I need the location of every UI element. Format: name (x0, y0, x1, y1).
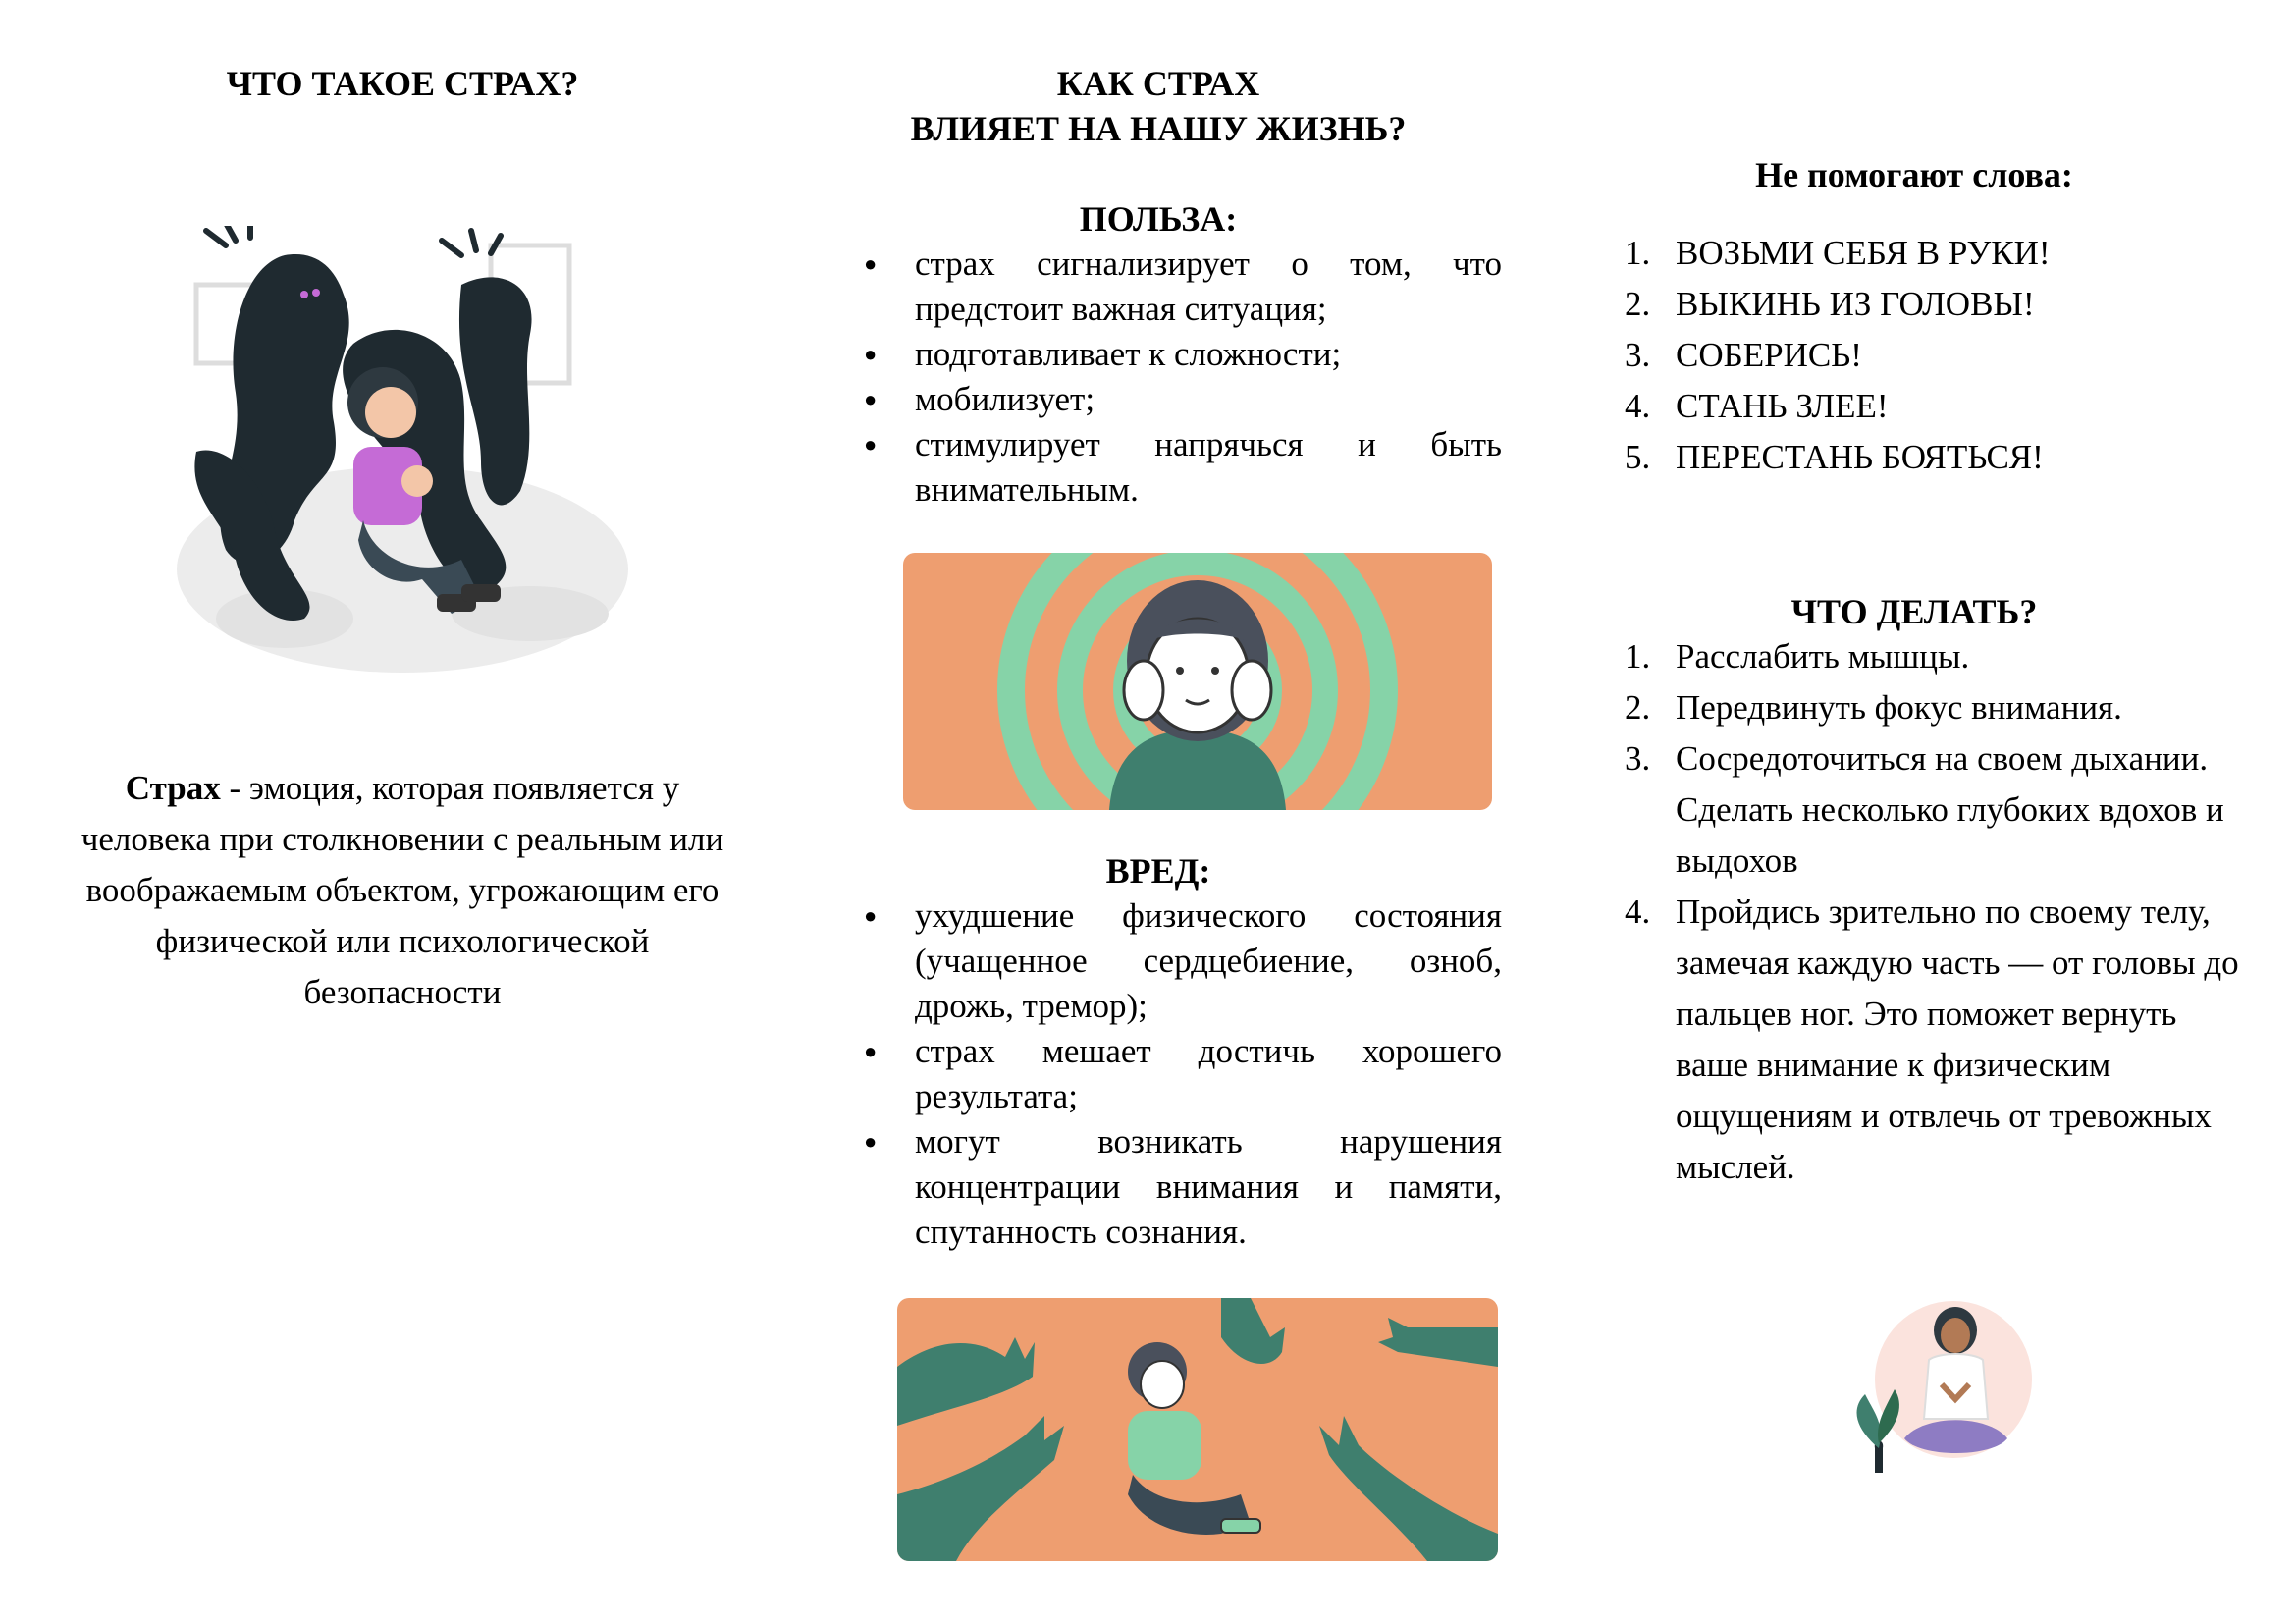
list-item: 5. ПЕРЕСТАНЬ БОЯТЬСЯ! (1625, 438, 2044, 476)
fear-definition (69, 763, 736, 1018)
list-item: ● мобилизует; (864, 377, 1502, 422)
benefit-heading: ПОЛЬЗА: (1079, 199, 1238, 239)
benefit-list (864, 242, 1502, 513)
list-item: ● стимулирует напрячься и быть внимательным. (864, 422, 1502, 513)
middle-title-line1: КАК СТРАХ (1056, 64, 1260, 103)
unhelpful-words-list (1625, 228, 2233, 483)
meditation-illustration (1845, 1301, 2061, 1478)
list-item: 1. Расслабить мышцы. (1625, 637, 1970, 676)
list-item: 2. Передвинуть фокус внимания. (1625, 688, 2122, 727)
list-item: 3. Сосредоточиться на своем дыхании. Сделать несколько глубоких вдохов и выдохов (1625, 739, 2224, 880)
list-item: ● могут возникать нарушения концентрации внимания и памяти, спутанность сознания. (864, 1119, 1502, 1255)
list-item: 4. Пройдись зрительно по своему телу, замечая каждую часть — от головы до пальцев ног. Это поможет вернуть ваше внимание к физическим ощущениям и отвлечь от тревожных мыслей. (1625, 893, 2239, 1186)
girl-rings-illustration (903, 553, 1492, 810)
definition-text: - эмоция, которая появляется у человека при столкновении с реальным или воображаемым объектом, угрожающим его физической или психологической безопасности (80, 769, 724, 1011)
list-item: ● ухудшение физического состояния (учащенное сердцебиение, озноб, дрожь, тремор); (864, 893, 1502, 1029)
harm-list (864, 893, 1502, 1255)
middle-title (864, 61, 1453, 151)
todo-heading: ЧТО ДЕЛАТЬ? (1790, 592, 2038, 631)
list-item: 2. ВЫКИНЬ ИЗ ГОЛОВЫ! (1625, 285, 2035, 323)
girl-hands-illustration (897, 1298, 1498, 1561)
middle-title-line2: ВЛИЯЕТ НА НАШУ ЖИЗНЬ? (910, 109, 1407, 148)
definition-term: Страх (125, 769, 221, 807)
todo-list (1625, 631, 2253, 1193)
harm-heading: ВРЕД: (1105, 851, 1211, 891)
left-title: ЧТО ТАКОЕ СТРАХ? (226, 64, 579, 103)
list-item: ● страх сигнализирует о том, что предстоит важная ситуация; (864, 242, 1502, 332)
list-item: ● страх мешает достичь хорошего результата; (864, 1029, 1502, 1119)
list-item: 1. ВОЗЬМИ СЕБЯ В РУКИ! (1625, 234, 2051, 272)
list-item: 4. СТАНЬ ЗЛЕЕ! (1625, 387, 1889, 425)
list-item: 3. СОБЕРИСЬ! (1625, 336, 1862, 374)
words-heading: Не помогают слова: (1755, 155, 2073, 194)
fear-shadows-illustration (167, 226, 638, 687)
list-item: ● подготавливает к сложности; (864, 332, 1502, 377)
